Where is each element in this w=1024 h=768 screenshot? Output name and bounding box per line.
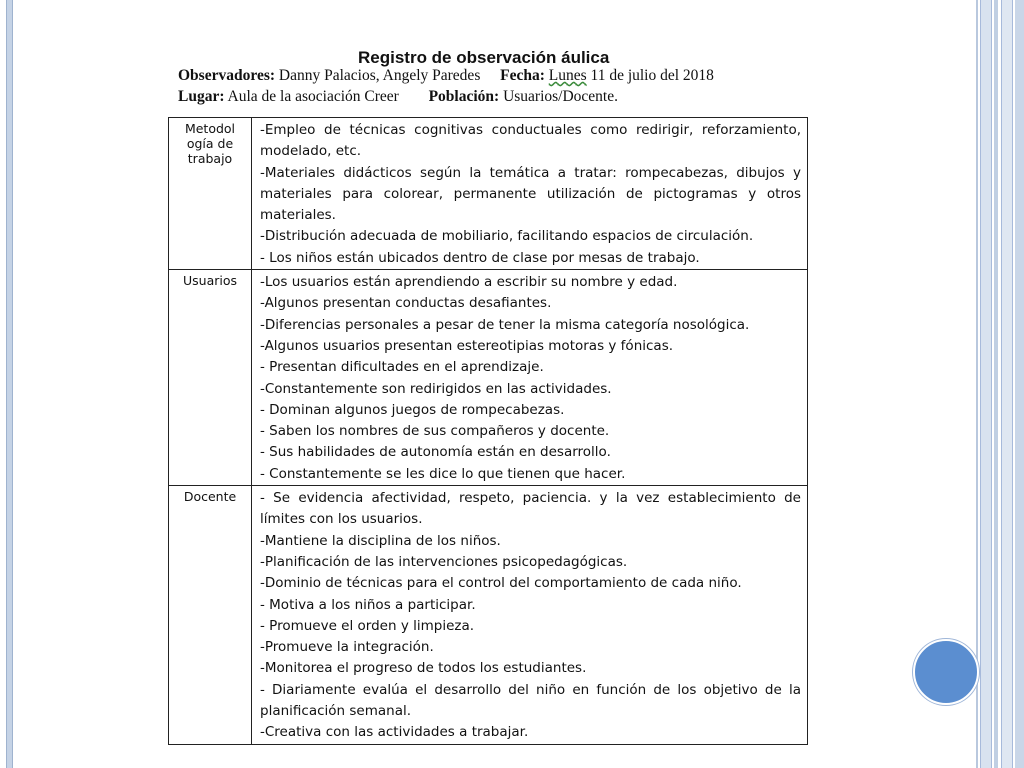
list-item: -Materiales didácticos según la temática a tratar: rompecabezas, dibujos y materiales para colorear, permanente utilización de pictogramas y otros materiales. xyxy=(260,164,801,224)
list-item: - Diariamente evalúa el desarrollo del niño en función de los objetivo de la planificación semanal. xyxy=(260,681,801,720)
list-item: -Constantemente son redirigidos en las actividades. xyxy=(260,380,612,397)
place-value: Aula de la asociación Creer xyxy=(227,88,399,105)
row-label-line: Metodol xyxy=(184,121,236,136)
list-item: -Planificación de las intervenciones psicopedagógicas. xyxy=(260,553,628,570)
list-item: - Dominan algunos juegos de rompecabezas. xyxy=(260,401,565,418)
observers-label: Observadores: xyxy=(178,67,276,84)
list-item: -Dominio de técnicas para el control del comportamiento de cada niño. xyxy=(260,575,742,592)
row-content-cell xyxy=(252,270,808,486)
observation-document xyxy=(168,44,810,744)
row-label-cell xyxy=(169,118,252,270)
observation-table xyxy=(168,117,808,745)
left-decorative-bar xyxy=(6,0,13,768)
stripe xyxy=(1001,0,1013,768)
date-rest: 11 de julio del 2018 xyxy=(590,67,714,84)
list-item: -Creativa con las actividades a trabajar. xyxy=(260,724,529,741)
decorative-circle xyxy=(913,639,979,705)
population-value: Usuarios/Docente. xyxy=(503,88,618,105)
list-item: -Algunos usuarios presentan estereotipias motoras y fónicas. xyxy=(260,337,674,354)
table-row xyxy=(169,270,808,486)
row-label-line: Usuarios xyxy=(182,273,238,289)
place-label: Lugar: xyxy=(178,88,225,105)
list-item: -Empleo de técnicas cognitivas conductuales como redirigir, reforzamiento, modelado, etc. xyxy=(260,122,801,160)
stripe xyxy=(976,0,978,768)
row-label-cell xyxy=(169,486,252,745)
stripe xyxy=(980,0,992,768)
stripe xyxy=(1015,0,1024,768)
row-label-line: Docente xyxy=(183,489,237,505)
right-decorative-stripes xyxy=(976,0,1024,768)
list-item: -Diferencias personales a pesar de tener la misma categoría nosológica. xyxy=(260,316,750,333)
population-label: Población: xyxy=(428,88,500,105)
list-item: - Promueve el orden y limpieza. xyxy=(260,617,475,634)
date-label: Fecha: xyxy=(500,67,545,84)
list-item: - Motiva a los niños a participar. xyxy=(260,596,476,613)
stripe xyxy=(994,0,998,768)
place-line xyxy=(178,88,618,106)
row-label-line: ogía de xyxy=(186,136,234,151)
observers-line xyxy=(178,67,714,85)
list-item: - Se evidencia afectividad, respeto, paciencia. y la vez establecimiento de límites con los usuarios. xyxy=(260,490,801,528)
row-label-cell xyxy=(169,270,252,486)
date-day: Lunes xyxy=(548,67,587,84)
list-item: - Los niños están ubicados dentro de clase por mesas de trabajo. xyxy=(260,249,700,266)
list-item: -Promueve la integración. xyxy=(260,639,434,656)
list-item: -Monitorea el progreso de todos los estudiantes. xyxy=(260,660,587,677)
list-item: - Sus habilidades de autonomía están en desarrollo. xyxy=(260,444,611,461)
list-item: - Saben los nombres de sus compañeros y docente. xyxy=(260,423,610,440)
list-item: - Presentan dificultades en el aprendizaje. xyxy=(260,359,544,376)
list-item: -Los usuarios están aprendiendo a escribir su nombre y edad. xyxy=(260,274,678,291)
observers-value: Danny Palacios, Angely Paredes xyxy=(278,67,481,84)
list-item: - Constantemente se les dice lo que tienen que hacer. xyxy=(260,465,626,482)
list-item: -Algunos presentan conductas desafiantes. xyxy=(260,295,552,312)
row-content-cell xyxy=(252,486,808,745)
document-title: Registro de observación áulica xyxy=(358,48,610,67)
table-row xyxy=(169,486,808,745)
table-row xyxy=(169,118,808,270)
row-content-cell xyxy=(252,118,808,270)
row-label-line: trabajo xyxy=(187,151,233,166)
list-item: -Mantiene la disciplina de los niños. xyxy=(260,532,501,549)
list-item: -Distribución adecuada de mobiliario, facilitando espacios de circulación. xyxy=(260,228,754,245)
